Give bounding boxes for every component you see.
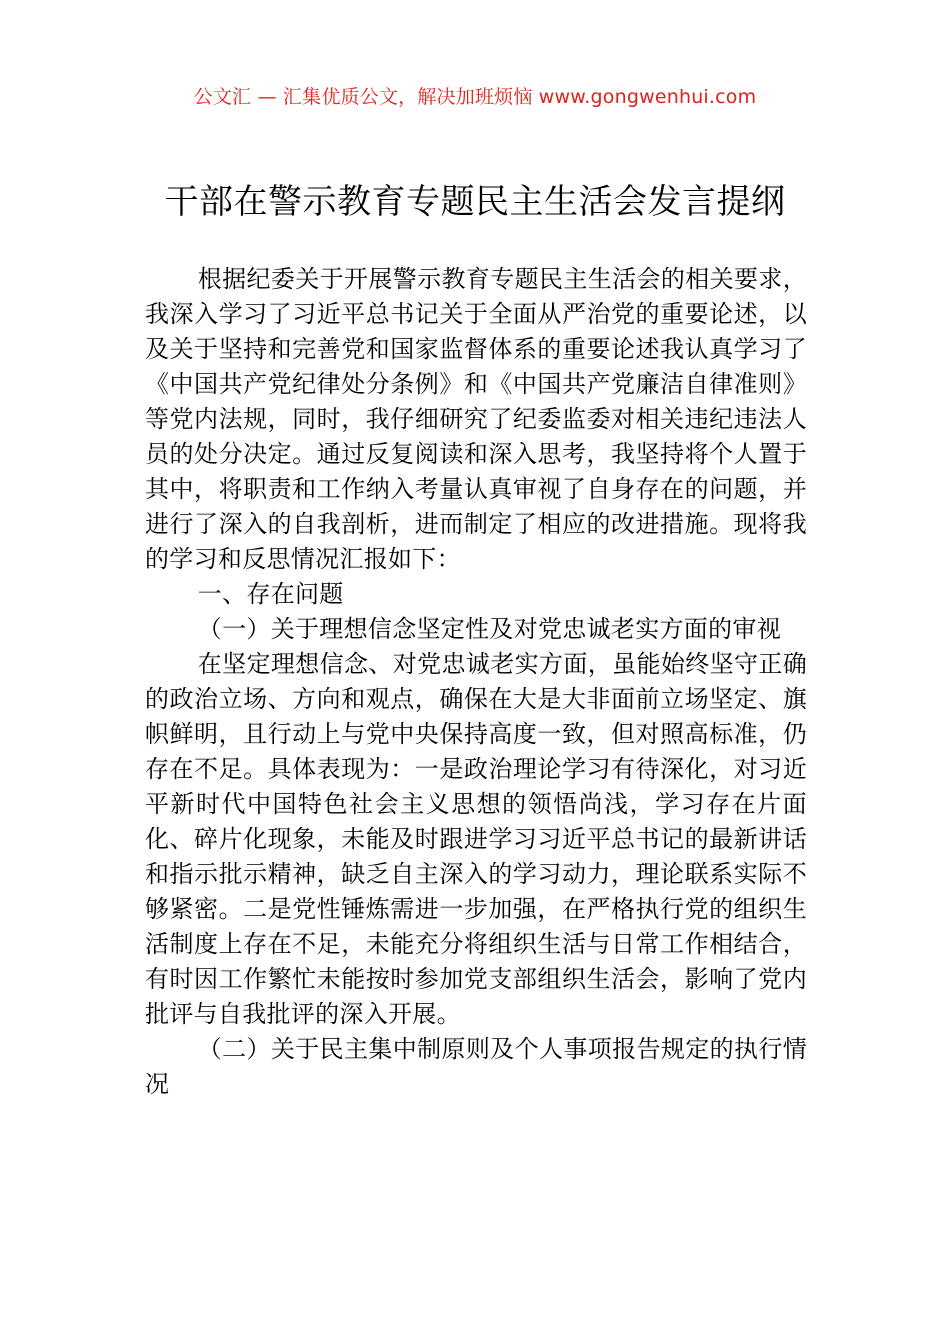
- document-title: 干部在警示教育专题民主生活会发言提纲: [164, 182, 786, 222]
- subsection-heading-1: （一）关于理想信念坚定性及对党忠诚老实方面的审视: [197, 615, 781, 643]
- section-heading-problems: 一、存在问题: [197, 580, 344, 608]
- intro-paragraph: 根据纪委关于开展警示教育专题民主生活会的相关要求，我深入学习了习近平总书记关于全面从严治党的重要论述，以及关于坚持和完善党和国家监督体系的重要论述我认真学习了《中国共产党纪律处分条例》和《中国共产党廉洁自律准则》等党内法规，同时，我仔细研究了纪委监委对相关违纪违法人员的处分决定。通过反复阅读和深入思考，我坚持将个人置于其中，将职责和工作纳入考量认真审视了自身存在的问题，并进行了深入的自我剖析，进而制定了相应的改进措施。现将我的学习和反思情况汇报如下：: [145, 265, 807, 573]
- document-body: [145, 262, 807, 1102]
- subsection-heading-2: （二）关于民主集中制原则及个人事项报告规定的执行情况: [145, 1035, 807, 1098]
- header-banner: 公文汇 — 汇集优质公文，解决加班烦恼 www.gongwenhui.com: [193, 86, 757, 108]
- body-paragraph-1: 在坚定理想信念、对党忠诚老实方面，虽能始终坚守正确的政治立场、方向和观点，确保在大是大非面前立场坚定、旗帜鲜明，且行动上与党中央保持高度一致，但对照高标准，仍存在不足。具体表现为：一是政治理论学习有待深化，对习近平新时代中国特色社会主义思想的领悟尚浅，学习存在片面化、碎片化现象，未能及时跟进学习习近平总书记的最新讲话和指示批示精神，缺乏自主深入的学习动力，理论联系实际不够紧密。二是党性锤炼需进一步加强，在严格执行党的组织生活制度上存在不足，未能充分将组织生活与日常工作相结合，有时因工作繁忙未能按时参加党支部组织生活会，影响了党内批评与自我批评的深入开展。: [145, 650, 807, 1028]
